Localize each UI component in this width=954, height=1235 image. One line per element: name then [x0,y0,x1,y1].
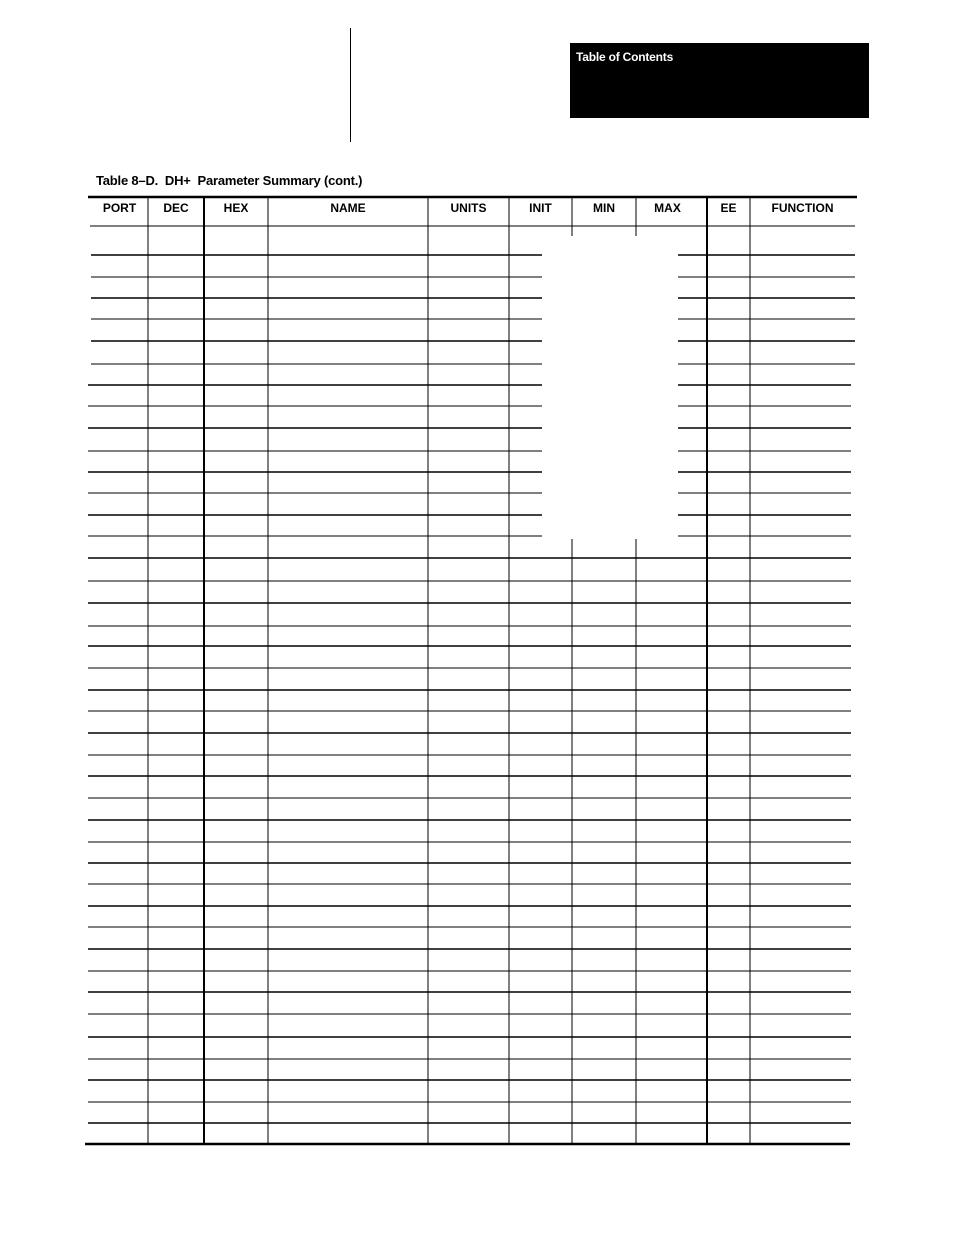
column-header-function: FUNCTION [771,201,834,215]
column-header-max: MAX [654,201,681,215]
table-caption: Table 8–D. DH+ Parameter Summary (cont.) [96,173,363,188]
column-header-units: UNITS [450,201,487,215]
column-header-min: MIN [593,201,615,215]
column-header-name: NAME [330,201,366,215]
column-header-hex: HEX [223,201,249,215]
column-header-port: PORT [102,201,137,215]
column-header-dec: DEC [163,201,189,215]
column-header-init: INIT [529,201,552,215]
column-header-ee: EE [720,201,737,215]
section-tab-label: Table of Contents [576,50,674,64]
